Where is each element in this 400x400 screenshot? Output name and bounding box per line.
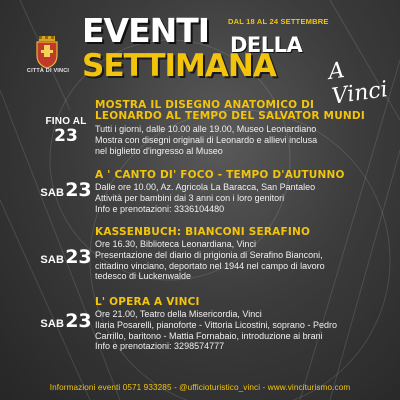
event-date-badge <box>40 310 92 332</box>
title-della: DELLA <box>230 33 303 57</box>
event-detail-line: cittadino vinciano, deportato nel 1944 nel campo di lavoro <box>95 260 325 271</box>
event-detail-line: Ore 21.00, Teatro della Misericordia, Vinci <box>95 309 262 319</box>
event-title <box>95 100 395 122</box>
badge-day: 23 <box>54 126 78 146</box>
badge-prefix: SAB <box>40 318 65 330</box>
city-crest-icon <box>30 35 64 69</box>
date-range: DAL 18 AL 24 SETTEMBRE <box>228 17 329 26</box>
event-detail-line: tedesco di Luckenwalde <box>95 271 192 282</box>
event-title-line: LEONARDO AL TEMPO DEL SALVATOR MUNDI <box>95 110 365 122</box>
event-detail-line: Attività per bambini dai 3 anni con i loro genitori <box>95 192 285 203</box>
event-title-line: L' OPERA A VINCI <box>95 296 200 308</box>
event-date-badge <box>40 179 92 201</box>
event-detail-line: Tutti i giorni, dalle 10.00 alle 19.00, Museo Leonardiano <box>95 124 317 134</box>
badge-day: 23 <box>65 246 92 268</box>
event-detail-line: Ore 16.30, Biblioteca Leonardiana, Vinci <box>95 239 256 249</box>
event-detail-line: Dalle ore 10.00, Az. Agricola La Baracca, San Pantaleo <box>95 182 316 192</box>
event-detail-line: Mostra con disegni originali di Leonardo e allievi inclusa <box>95 134 318 145</box>
badge-prefix: FINO AL <box>45 116 87 127</box>
badge-prefix: SAB <box>40 187 65 199</box>
event-title <box>95 170 395 181</box>
event-details <box>95 239 395 282</box>
title-settimana: SETTIMANA <box>82 48 276 84</box>
event-title-line: KASSENBUCH: BIANCONI SERAFINO <box>95 226 311 238</box>
badge-day: 23 <box>65 310 92 332</box>
event-detail-line: Ilaria Posarelli, pianoforte - Vittoria Licostini, soprano - Pedro <box>95 319 337 330</box>
event-title <box>95 297 395 308</box>
event-date-badge <box>40 246 92 268</box>
event-details <box>95 309 395 352</box>
city-label: CITTÀ DI VINCI <box>26 68 70 74</box>
event-title-line: MOSTRA IL DISEGNO ANATOMICO DI <box>95 99 315 111</box>
event-details <box>95 182 395 214</box>
event-details <box>95 124 395 156</box>
badge-prefix: SAB <box>40 254 65 266</box>
event-title <box>95 227 395 238</box>
title-eventi: EVENTI <box>82 11 210 50</box>
a-vinci-signature: A Vinci <box>326 57 390 110</box>
event-detail-line: Info e prenotazioni: 3298574777 <box>95 341 225 352</box>
footer-contact: Informazioni eventi 0571 933285 - @ufficioturistico_vinci - www.vinciturismo.com <box>49 383 351 392</box>
event-detail-line: Presentazione del diario di prigionia di Serafino Bianconi, <box>95 249 323 260</box>
event-date-badge <box>44 116 88 145</box>
event-title-line: A ' CANTO DI' FOCO - TEMPO D'AUTUNNO <box>95 169 345 181</box>
badge-day: 23 <box>65 179 92 201</box>
event-detail-line: Info e prenotazioni: 3336104480 <box>95 203 225 214</box>
event-detail-line: nel biglietto d'ingresso al Museo <box>95 145 223 156</box>
event-detail-line: Carrillo, baritono - Mattia Fornabaio, introduzione ai brani <box>95 330 323 341</box>
